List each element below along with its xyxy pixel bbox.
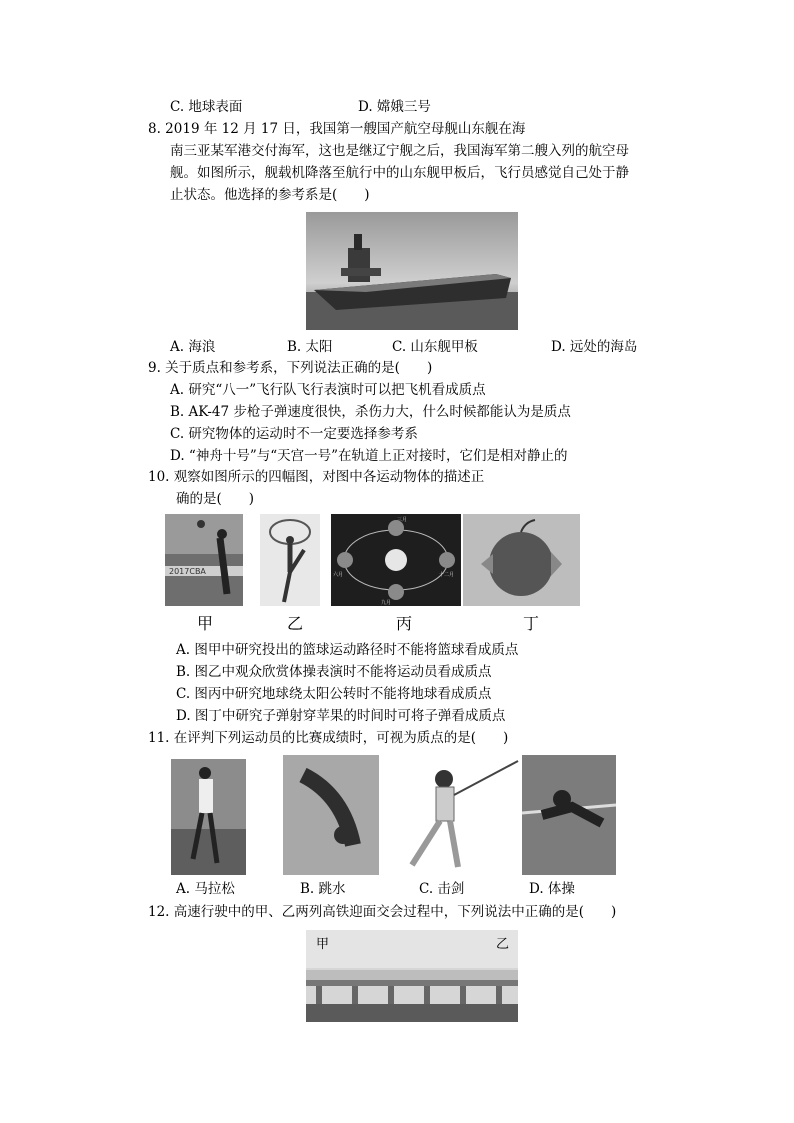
marathon-photo <box>171 759 246 875</box>
pic-label-bing: 丙 <box>396 614 413 633</box>
q8-option-a: A. 海浪 <box>170 339 216 355</box>
q10-option-c: C. 图丙中研究地球绕太阳公转时不能将地球看成质点 <box>176 686 492 702</box>
q9-stem: 9. 关于质点和参考系，下列说法正确的是( ) <box>148 360 433 376</box>
aircraft-carrier-photo <box>306 212 518 330</box>
q10-stem-line2: 确的是( ) <box>176 491 255 507</box>
q7-option-d: D. 嫦娥三号 <box>358 99 431 115</box>
diving-photo <box>283 755 379 875</box>
q10-stem-line1: 10. 观察如图所示的四幅图，对图中各运动物体的描述正 <box>148 469 485 485</box>
q11-option-b: B. 跳水 <box>300 881 346 897</box>
q8-option-d: D. 远处的海岛 <box>551 339 638 355</box>
pic-label-ding: 丁 <box>523 614 540 633</box>
q12-stem: 12. 高速行驶中的甲、乙两列高铁迎面交会过程中，下列说法中正确的是( ) <box>148 904 617 920</box>
q10-option-d: D. 图丁中研究子弹射穿苹果的时间时可将子弹看成质点 <box>176 708 506 724</box>
q9-option-a: A. 研究“八一”飞行队飞行表演时可以把飞机看成质点 <box>170 382 486 398</box>
high-speed-trains-photo <box>306 930 518 1022</box>
pic-label-jia: 甲 <box>197 614 214 633</box>
train-label-jia: 甲 <box>316 937 330 952</box>
q8-stem-line3: 舰。如图所示，舰载机降落至航行中的山东舰甲板后，飞行员感觉自己处于静 <box>170 165 629 181</box>
q9-option-d: D. “神舟十号”与“天宫一号”在轨道上正对接时，它们是相对静止的 <box>170 448 568 464</box>
gymnastics-bars-photo <box>522 755 616 875</box>
q11-option-a: A. 马拉松 <box>176 881 235 897</box>
train-label-yi: 乙 <box>496 937 510 952</box>
pic-label-yi: 乙 <box>287 614 304 633</box>
q9-option-b: B. AK-47 步枪子弹速度很快，杀伤力大，什么时候都能认为是质点 <box>170 404 571 420</box>
orbit-label-top: 三月 <box>397 517 408 523</box>
q11-option-c: C. 击剑 <box>419 881 465 897</box>
q10-option-a: A. 图甲中研究投出的篮球运动路径时不能将篮球看成质点 <box>176 642 519 658</box>
q8-option-c: C. 山东舰甲板 <box>392 339 478 355</box>
q8-stem-line1: 8. 2019 年 12 月 17 日，我国第一艘国产航空母舰山东舰在海 <box>148 121 526 137</box>
q11-stem: 11. 在评判下列运动员的比赛成绩时，可视为质点的是( ) <box>148 730 509 746</box>
cba-banner-text: 2017CBA <box>169 567 206 576</box>
q8-stem-line2: 南三亚某军港交付海军，这也是继辽宁舰之后，我国海军第二艘入列的航空母 <box>170 143 629 159</box>
earth-orbit-diagram <box>331 514 461 606</box>
q7-option-c: C. 地球表面 <box>170 99 243 115</box>
q8-stem-line4: 止状态。他选择的参考系是( ) <box>170 187 370 203</box>
q10-option-b: B. 图乙中观众欣赏体操表演时不能将运动员看成质点 <box>176 664 492 680</box>
bullet-apple-photo <box>463 514 580 606</box>
q9-option-c: C. 研究物体的运动时不一定要选择参考系 <box>170 426 418 442</box>
orbit-label-left: 六月 <box>333 572 344 578</box>
orbit-label-bottom: 九月 <box>381 600 392 606</box>
q8-option-b: B. 太阳 <box>287 339 333 355</box>
fencing-photo <box>398 755 522 875</box>
q11-option-d: D. 体操 <box>529 881 575 897</box>
orbit-label-right: 十二月 <box>439 572 455 578</box>
basketball-photo <box>165 514 243 606</box>
gymnast-photo <box>260 514 320 606</box>
